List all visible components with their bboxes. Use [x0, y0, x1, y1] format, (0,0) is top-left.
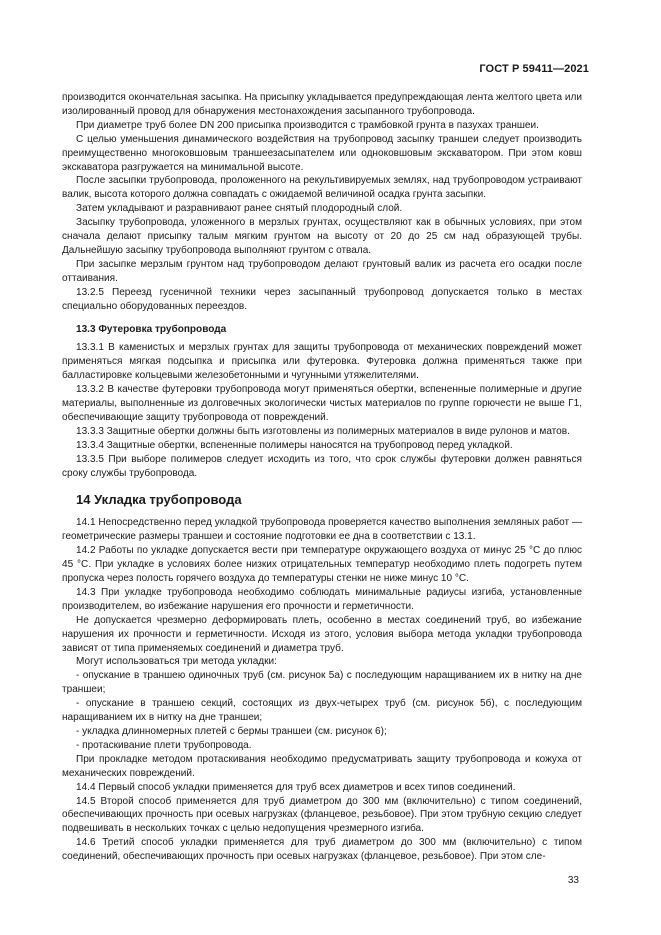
paragraph: 14.1 Непосредственно перед укладкой трубопровода проверяется качество выполнения земляных работ — геометрические размеры траншеи и состояние подготовки ее дна в соответствии с 13.1. — [62, 517, 582, 543]
paragraph: 14.6 Третий способ укладки применяется для труб диаметром до 300 мм (включительно) с типом соединений, обеспечивающих прочность при осевых нагрузках (фланцевое, резьбовое). При этом сле- — [62, 837, 582, 863]
section-heading-14: 14 Укладка трубопровода — [76, 492, 242, 508]
paragraph: 13.3.1 В каменистых и мерзлых грунтах для защиты трубопровода от механических повреждений может применяться мягкая подсыпка и присыпка или футеровка. Футеровка должна применяться также при балластировке кольцевыми железобетонными и чугунными утяжелителями. — [62, 342, 582, 382]
section-heading-13-3: 13.3 Футеровка трубопровода — [76, 323, 227, 335]
paragraph: Могут использоваться три метода укладки: — [76, 656, 277, 668]
paragraph: 13.3.3 Защитные обертки должны быть изготовлены из полимерных материалов в виде рулонов и матов. — [76, 425, 570, 437]
paragraph: 14.3 При укладке трубопровода необходимо соблюдать минимальные радиусы изгиба, установленные производителем, во избежание нарушения его прочности и герметичности. — [62, 586, 582, 612]
paragraph: После засыпки трубопровода, проложенного на рекультивируемых землях, над трубопроводом устраивают валик, высота которого должна совпадать с ожидаемой величиной осадка грунта засыпки. — [62, 175, 582, 201]
list-item: - опускание в траншею секций, состоящих из двух-четырех труб (см. рисунок 5б), с последующим наращиванием их в нитку на дне траншеи; — [62, 698, 582, 724]
paragraph: 13.2.5 Переезд гусеничной техники через засыпанный трубопровод допускается только в местах специально оборудованных переездов. — [62, 286, 582, 312]
list-item: - опускание в траншею одиночных труб (см. рисунок 5а) с последующим наращиванием их в нитку на дне траншеи; — [62, 670, 582, 696]
list-item: - укладка длинномерных плетей с бермы траншеи (см. рисунок 6); — [76, 725, 387, 737]
paragraph: производится окончательная засыпка. На присыпку укладывается предупреждающая лента желтого цвета или изолированный провод для обнаружения местонахождения засыпанного трубопровода. — [62, 92, 582, 117]
paragraph: 13.3.5 При выборе полимеров следует исходить из того, что срок службы футеровки должен равняться сроку службы трубопровода. — [62, 453, 582, 479]
paragraph: 14.5 Второй способ применяется для труб диаметром до 300 мм (включительно) с типом соединений, обеспечивающих прочность при осевых нагрузках (фланцевое, резьбовое). При этом трубную секцию следует подвешивать в нескольких точках с целью недопущения чрезмерного изгиба. — [62, 795, 582, 835]
paragraph: 14.4 Первый способ укладки применяется для труб всех диаметров и всех типов соединений. — [76, 781, 516, 793]
paragraph: При засыпке мерзлым грунтом над трубопроводом делают грунтовый валик из расчета его осадки после оттаивания. — [62, 258, 582, 284]
paragraph: Засыпку трубопровода, уложенного в мерзлых грунтах, осуществляют как в обычных условиях, при этом сначала делают присыпку талым мягким грунтом на высоту от 20 до 25 см над образующей трубы. Дальнейшую засыпку трубопровода выполняют грунтом с отвала. — [62, 217, 582, 256]
paragraph: При прокладке методом протаскивания необходимо предусматривать защиту трубопровода и кожуха от механических повреждений. — [62, 753, 582, 779]
paragraph: С целью уменьшения динамического воздействия на трубопровод засыпку траншеи следует производить преимущественно многоковшовым траншеезасыпателем или одноковшовым экскаватором. При этом ковш экскаватора разгружается на минимальной высоте. — [62, 133, 582, 173]
paragraph: Затем укладывают и разравнивают ранее снятый плодородный слой. — [76, 203, 403, 215]
paragraph: Не допускается чрезмерно деформировать плеть, особенно в местах соединений труб, во избежание нарушения их прочности и герметичности. Исходя из этого, условия выбора метода укладки трубопровода зависят от типа применяемых соединений и диаметра труб. — [62, 614, 582, 654]
paragraph: При диаметре труб более DN 200 присыпка производится с трамбовкой грунта в пазухах траншеи. — [76, 119, 539, 131]
document-code: ГОСТ Р 59411—2021 — [479, 63, 589, 75]
paragraph: 13.3.4 Защитные обертки, вспененные полимеры наносятся на трубопровод перед укладкой. — [76, 439, 513, 451]
paragraph: 13.3.2 В качестве футеровки трубопровода могут применяться обертки, вспененные полимерные и другие материалы, выполненные из долговечных экологически чистых материалов по группе горючести не выше Г1, обеспечивающие защиту трубопровода от повреждений. — [62, 384, 582, 423]
document-body — [62, 91, 582, 864]
paragraph: 14.2 Работы по укладке допускается вести при температуре окружающего воздуха от минус 25 °С до плюс 45 °С. При укладке в условиях более низких отрицательных температур необходимо плеть подогреть путем пропуска через полость горячего воздуха до температуры стенки не ниже минус 10 °С. — [62, 545, 582, 584]
page-number: 33 — [567, 875, 579, 886]
list-item: - протаскивание плети трубопровода. — [76, 739, 252, 751]
